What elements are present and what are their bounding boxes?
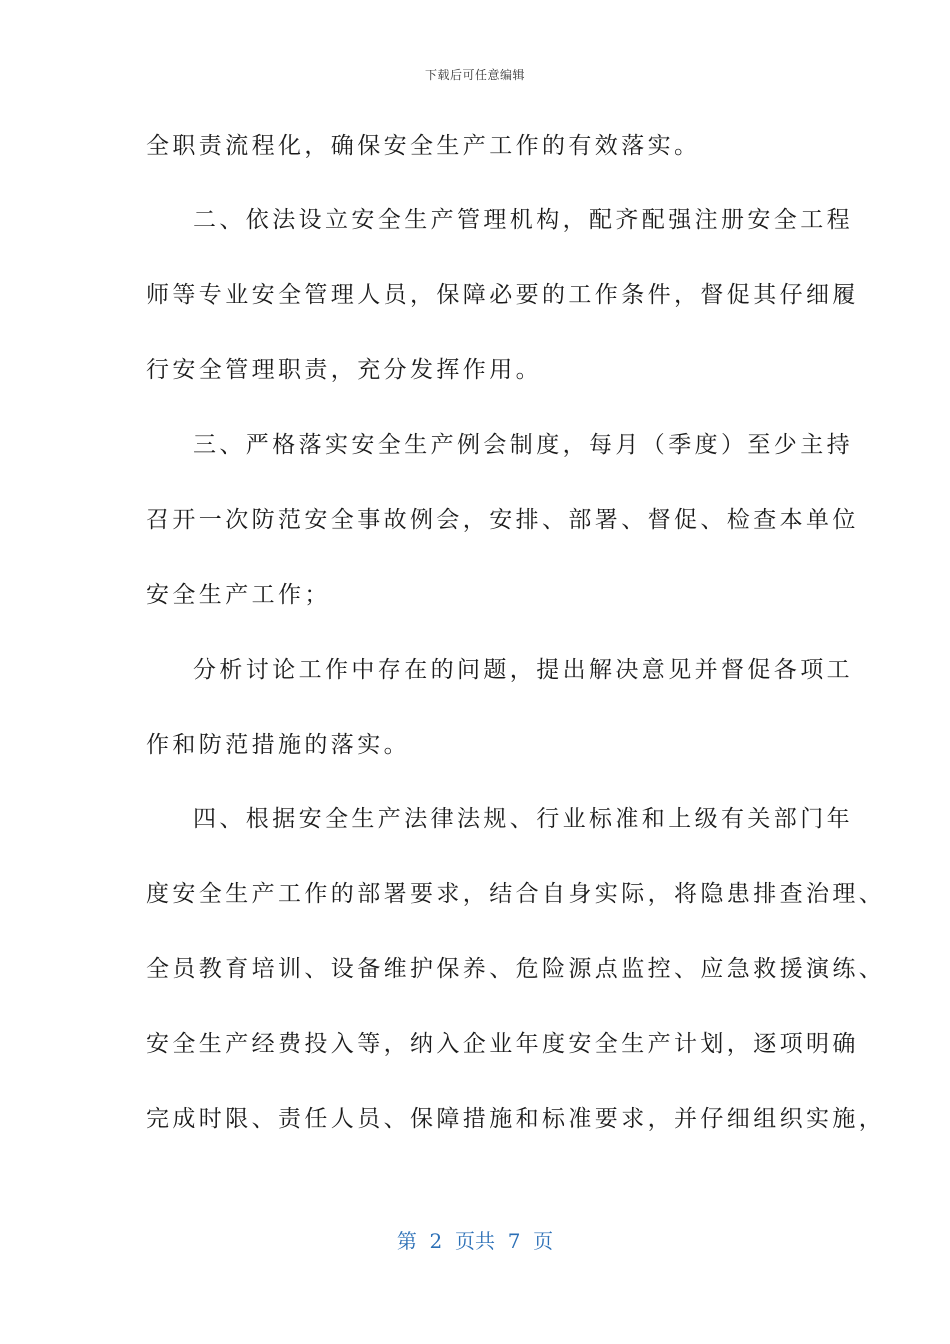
body-line-2: 二、依法设立安全生产管理机构，配齐配强注册安全工程 [193, 207, 853, 233]
body-line-3: 师等专业安全管理人员，保障必要的工作条件，督促其仔细履 [146, 282, 859, 308]
body-line-12: 全员教育培训、设备维护保养、危险源点监控、应急救援演练、 [146, 956, 886, 982]
page-header-note: 下载后可任意编辑 [424, 68, 525, 82]
body-line-13: 安全生产经费投入等，纳入企业年度安全生产计划，逐项明确 [146, 1031, 859, 1057]
body-line-4: 行安全管理职责，充分发挥作用。 [146, 357, 542, 383]
body-line-9: 作和防范措施的落实。 [146, 732, 410, 758]
body-line-5: 三、严格落实安全生产例会制度，每月（季度）至少主持 [193, 432, 853, 458]
body-line-11: 度安全生产工作的部署要求，结合自身实际，将隐患排查治理、 [146, 881, 886, 907]
page-number-footer: 第 2 页共 7 页 [396, 1229, 554, 1253]
body-line-1: 全职责流程化，确保安全生产工作的有效落实。 [146, 133, 701, 159]
body-line-10: 四、根据安全生产法律法规、行业标准和上级有关部门年 [193, 806, 853, 832]
body-line-7: 安全生产工作； [146, 582, 331, 608]
body-line-6: 召开一次防范安全事故例会，安排、部署、督促、检查本单位 [146, 507, 859, 533]
body-line-14: 完成时限、责任人员、保障措施和标准要求，并仔细组织实施， [146, 1106, 886, 1132]
body-line-8: 分析讨论工作中存在的问题，提出解决意见并督促各项工 [193, 657, 853, 683]
